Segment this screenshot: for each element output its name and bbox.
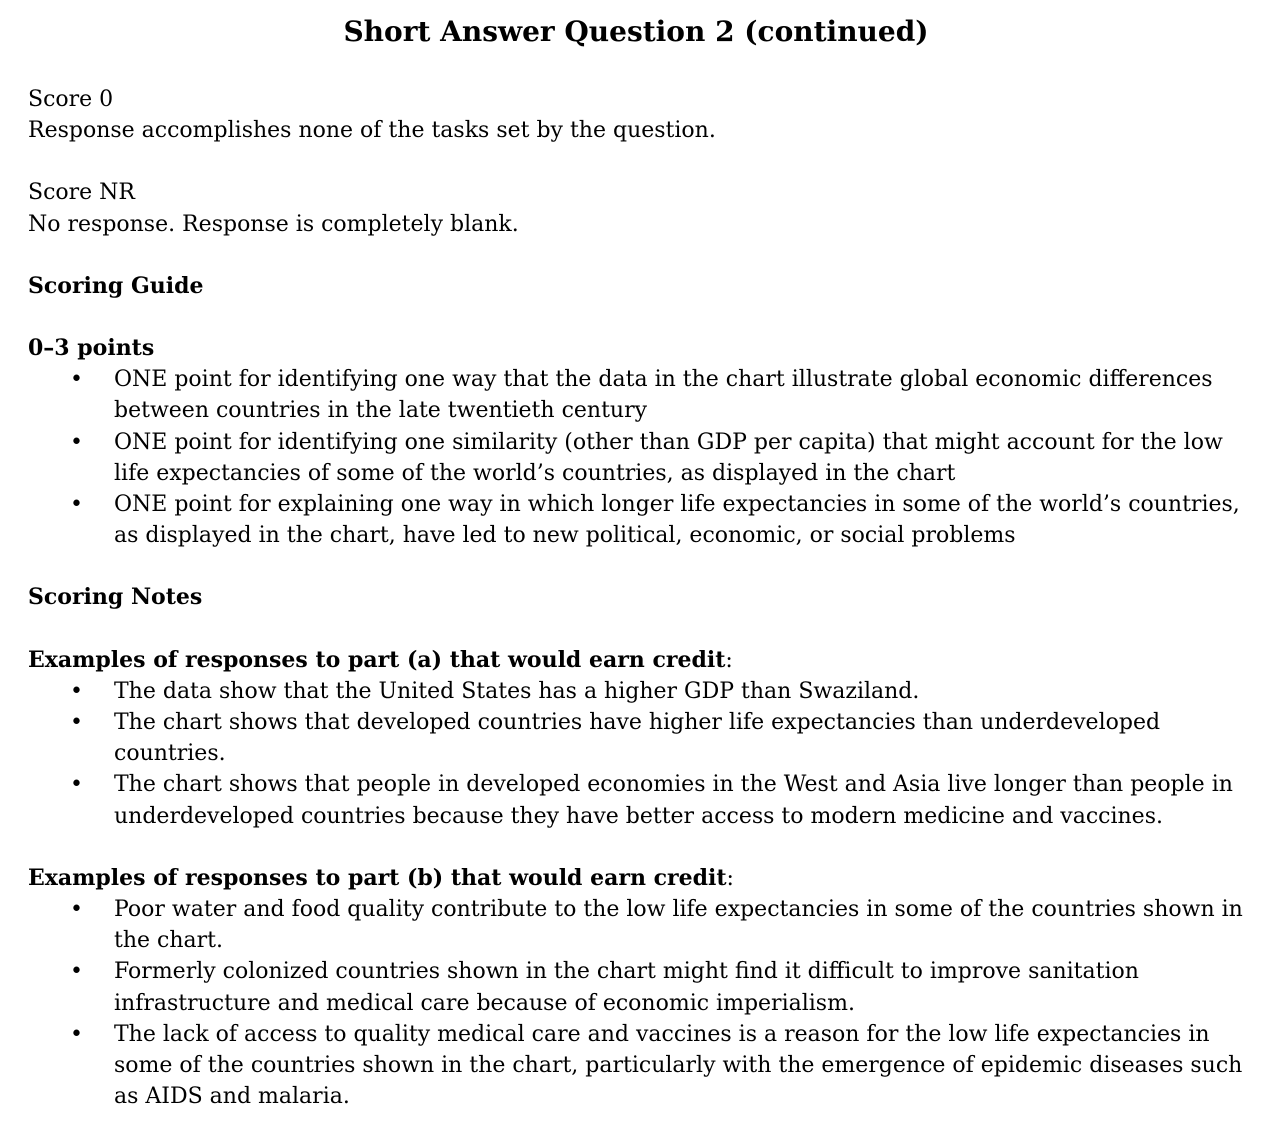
scoring-notes-heading: Scoring Notes	[28, 584, 203, 611]
bullet-icon: •	[70, 492, 83, 518]
part-b-colon: :	[726, 865, 734, 891]
bullet-icon: •	[70, 897, 83, 923]
list-item-text: ONE point for explaining one way in which longer life expectancies in some of the world’s countries, as displayed in the chart, have led to new political, economic, or social problems	[114, 492, 1240, 549]
part-b-heading: Examples of responses to part (b) that would earn credit	[28, 864, 727, 891]
bullet-icon: •	[70, 710, 83, 736]
part-b-heading-line	[28, 863, 1244, 894]
bullet-icon: •	[70, 772, 83, 798]
list-item	[28, 364, 1244, 426]
bullet-icon: •	[70, 367, 83, 393]
bullet-icon: •	[70, 678, 83, 704]
list-item-text: Formerly colonized countries shown in the chart might find it difficult to improve sanitation infrastructure and medical care because of economic imperialism.	[114, 959, 1139, 1016]
list-item-text: ONE point for identifying one similarity (other than GDP per capita) that might account for the low life expectancies of some of the world’s countries, as displayed in the chart	[114, 429, 1223, 486]
part-a-list	[28, 676, 1244, 832]
spacer	[28, 240, 1244, 271]
list-item	[28, 1019, 1244, 1113]
score-0-label: Score 0	[28, 87, 114, 112]
list-item	[28, 769, 1244, 831]
score-0-description: Response accomplishes none of the tasks set by the question.	[28, 118, 716, 144]
spacer	[28, 146, 1244, 177]
bullet-icon: •	[70, 429, 83, 455]
list-item-text: The data show that the United States has a higher GDP than Swaziland.	[114, 678, 920, 704]
list-item-text: ONE point for identifying one way that the data in the chart illustrate global economic differences between countries in the late twentieth century	[114, 367, 1213, 424]
part-a-colon: :	[725, 647, 733, 673]
scoring-guide-list	[28, 364, 1244, 551]
bullet-icon: •	[70, 959, 83, 985]
bullet-icon: •	[70, 1021, 83, 1047]
part-a-heading-line	[28, 645, 1244, 676]
list-item	[28, 894, 1244, 956]
spacer	[28, 302, 1244, 333]
scoring-guide-heading: Scoring Guide	[28, 272, 204, 299]
score-nr-label: Score NR	[28, 180, 135, 206]
points-heading: 0–3 points	[28, 335, 155, 362]
part-a-heading: Examples of responses to part (a) that would earn credit	[28, 646, 726, 673]
list-item	[28, 427, 1244, 489]
spacer	[28, 832, 1244, 863]
page-title: Short Answer Question 2 (continued)	[343, 15, 929, 48]
list-item-text: Poor water and food quality contribute to the low life expectancies in some of the countries shown in the chart.	[114, 897, 1243, 954]
part-b-list	[28, 894, 1244, 1112]
list-item-text: The chart shows that developed countries have higher life expectancies than underdeveloped countries.	[114, 710, 1161, 767]
list-item-text: The lack of access to quality medical care and vaccines is a reason for the low life expectancies in some of the countries shown in the chart, particularly with the emergence of epidemic diseases such as AIDS and malaria.	[114, 1021, 1243, 1110]
list-item	[28, 956, 1244, 1018]
list-item-text: The chart shows that people in developed economies in the West and Asia live longer than people in underdeveloped countries because they have better access to modern medicine and vaccines.	[114, 772, 1233, 829]
spacer	[28, 551, 1244, 582]
score-nr-description: No response. Response is completely blank.	[28, 211, 519, 237]
spacer	[28, 614, 1244, 645]
list-item	[28, 489, 1244, 551]
list-item	[28, 676, 1244, 707]
list-item	[28, 707, 1244, 769]
